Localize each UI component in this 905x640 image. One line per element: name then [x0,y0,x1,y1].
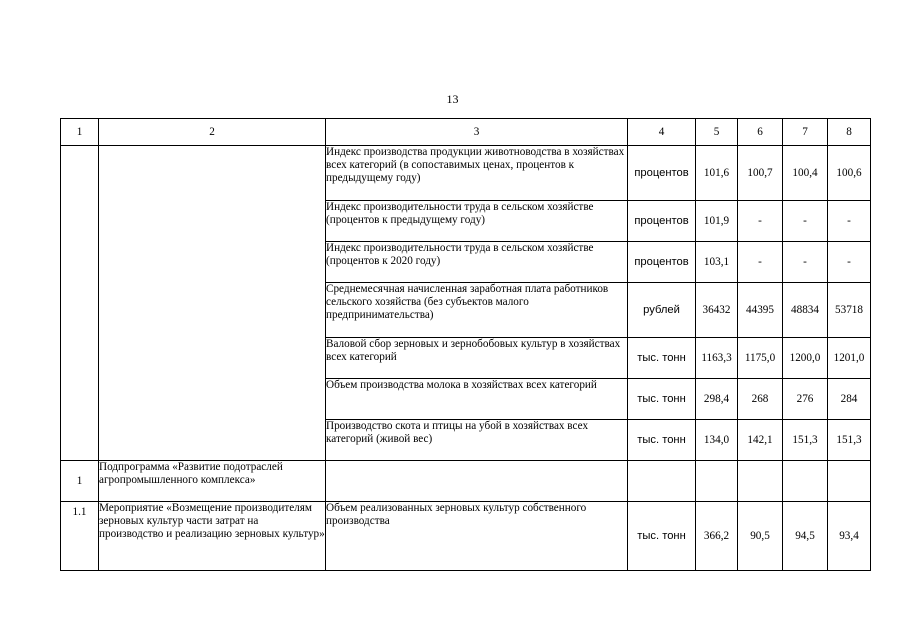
value-col-5: 298,4 [696,379,738,420]
empty-cell [326,461,628,502]
value-col-6: 268 [738,379,783,420]
empty-cell [628,461,696,502]
value-col-6: 100,7 [738,146,783,201]
unit-cell: процентов [628,201,696,242]
indicator-name: Индекс производства продукции животноводства в хозяйствах всех категорий (в сопоставимых ценах, процентов к предыдущему году) [326,146,628,201]
indicator-name: Производство скота и птицы на убой в хозяйствах всех категорий (живой вес) [326,420,628,461]
value-col-7: 276 [783,379,828,420]
empty-cell [828,461,871,502]
value-col-7: - [783,242,828,283]
empty-cell [738,461,783,502]
value-col-6: - [738,201,783,242]
unit-cell: процентов [628,146,696,201]
value-col-8: - [828,201,871,242]
header-col-5: 5 [696,119,738,146]
header-col-6: 6 [738,119,783,146]
value-col-6: - [738,242,783,283]
value-col-8: 100,6 [828,146,871,201]
indicator-name: Объем производства молока в хозяйствах всех категорий [326,379,628,420]
empty-name-cell [99,146,326,461]
empty-cell [696,461,738,502]
value-col-6: 44395 [738,283,783,338]
value-col-6: 90,5 [738,502,783,571]
value-col-7: 48834 [783,283,828,338]
value-col-7: - [783,201,828,242]
header-col-7: 7 [783,119,828,146]
value-col-8: 53718 [828,283,871,338]
empty-cell [783,461,828,502]
header-col-8: 8 [828,119,871,146]
measure-name: Мероприятие «Возмещение производителям зерновых культур части затрат на производство и реализацию зерновых культур» [99,502,326,571]
indicator-name: Индекс производительности труда в сельском хозяйстве (процентов к 2020 году) [326,242,628,283]
header-col-3: 3 [326,119,628,146]
subprogram-name: Подпрограмма «Развитие подотраслей агропромышленного комплекса» [99,461,326,502]
unit-cell: процентов [628,242,696,283]
value-col-8: 151,3 [828,420,871,461]
page-number: 13 [446,92,459,106]
indicator-name: Объем реализованных зерновых культур собственного производства [326,502,628,571]
unit-cell: тыс. тонн [628,379,696,420]
value-col-7: 1200,0 [783,338,828,379]
indicator-name: Валовой сбор зерновых и зернобобовых культур в хозяйствах всех категорий [326,338,628,379]
value-col-8: 284 [828,379,871,420]
value-col-8: - [828,242,871,283]
unit-cell: тыс. тонн [628,338,696,379]
value-col-5: 366,2 [696,502,738,571]
value-col-5: 101,6 [696,146,738,201]
subprogram-row [61,461,871,502]
value-col-7: 151,3 [783,420,828,461]
value-col-8: 93,4 [828,502,871,571]
header-col-2: 2 [99,119,326,146]
subprogram-number: 1 [61,461,99,502]
value-col-6: 1175,0 [738,338,783,379]
indicator-name: Среднемесячная начисленная заработная плата работников сельского хозяйства (без субъектов малого предпринимательства) [326,283,628,338]
empty-num-cell [61,146,99,461]
value-col-8: 1201,0 [828,338,871,379]
measure-row [61,502,871,571]
indicators-table [60,118,871,571]
value-col-5: 101,9 [696,201,738,242]
unit-cell: тыс. тонн [628,502,696,571]
measure-number: 1.1 [61,502,99,571]
unit-cell: рублей [628,283,696,338]
value-col-5: 1163,3 [696,338,738,379]
header-col-1: 1 [61,119,99,146]
value-col-7: 100,4 [783,146,828,201]
header-row [61,119,871,146]
unit-cell: тыс. тонн [628,420,696,461]
value-col-6: 142,1 [738,420,783,461]
header-col-4: 4 [628,119,696,146]
value-col-5: 103,1 [696,242,738,283]
indicator-name: Индекс производительности труда в сельском хозяйстве (процентов к предыдущему году) [326,201,628,242]
value-col-5: 36432 [696,283,738,338]
value-col-7: 94,5 [783,502,828,571]
table-row [61,146,871,201]
value-col-5: 134,0 [696,420,738,461]
